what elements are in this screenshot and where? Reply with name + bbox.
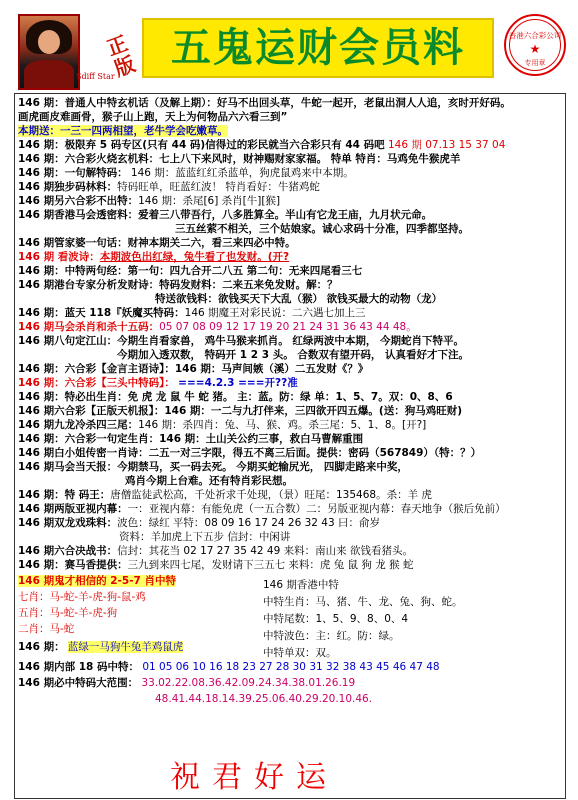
seal-star-icon: ★ xyxy=(529,42,541,56)
line-23: 146 期六合彩【正版天机报】：146 期：一二与九打伴来，三四欲开四五爆。(送：狗马鸡旺财) xyxy=(18,405,462,417)
line-28: 鸡肖今期上台难。还有特肖彩民想。 xyxy=(125,475,293,487)
line-9: 146 期香港马会透密料：爱着三八带吾行，八多胜算全。半山有它龙王庙，九月状元命。 xyxy=(18,209,433,221)
line-20: 146 期：六合彩【金言主语诗】：146 期：马声间嫉（溪）二五发财《？》 xyxy=(18,363,369,375)
line-33: 146 期六合决战书：信封：其花当 02 17 27 35 42 49 来料：南山来 欲钱看猪头。 xyxy=(18,545,413,557)
line-35-right: 146 期香港中特 xyxy=(263,579,339,591)
line-19: 今期加入透双数， 特码开 1 2 3 头。 合数双有望开码， 认真看好才下注。 xyxy=(117,349,470,361)
line-39-right: 中特单双：双。 xyxy=(263,647,337,659)
line-36: 七肖：马-蛇-羊-虎-狗-鼠-鸡 xyxy=(18,591,146,603)
line-29: 146 期：特 码王：唐僧监徒武松高，千处祈求千处现，（景）旺尾：135468。杀：羊 虎 xyxy=(18,489,432,501)
line-32: 资料：羊加虎上下五步 信封：中闲讲 xyxy=(119,531,291,543)
line-21: 146 期：六合彩【三头中特码】： ===4.2.3 ===开??准 xyxy=(18,377,298,389)
line-30: 146 期两版亚视内幕：一：亚视内幕：有能免虎（一五合数）二：另版亚视内幕：春天地争（猴后免前） xyxy=(18,503,506,515)
line-4: 146 期：极限弃 5 码专区(只有 44 码)信得过的彩民就当六合彩只有 44 码吧 146 期 07.13 15 37 04 xyxy=(18,139,506,151)
header xyxy=(0,0,578,93)
line-7: 146 期独步码林料：特码旺单，旺蓝红波！ 特肖看好：牛猪鸡蛇 xyxy=(18,181,320,193)
line-10: 三五丝萦不相关，三个姑娘家。诚心求码十分准，四季都坚持。 xyxy=(175,223,469,235)
content-box xyxy=(14,93,566,799)
line-37-right: 中特尾数：1、5、9、8、0、4 xyxy=(263,613,409,625)
line-41: 146 期必中特码大范围： 33.02.22.08.36.42.09.24.34.38.01.26.19 xyxy=(18,677,356,689)
line-25: 146 期：六合彩一句定生肖：146 期：土山关公约三事，救白马曹解重围 xyxy=(18,433,364,445)
line-17: 146 期马会杀肖和杀十五码：05 07 08 09 12 17 19 20 21 24 31 36 43 44 48。 xyxy=(18,321,417,333)
good-luck-wish: 祝君好运 xyxy=(170,760,338,795)
line-26: 146 期白小姐传密一肖诗：二五一对三字限，得五不离三后面。提供：密码（567849）（特：？） xyxy=(18,447,482,459)
line-6: 146 期：一句解特码： 146 期：蓝蓝红红杀蓝单，狗虎鼠鸡来中本期。 xyxy=(18,167,354,179)
line-42: 48.41.44.18.14.39.25.06.40.29.20.10.46. xyxy=(155,693,373,705)
page-title: 五鬼运财会员料 xyxy=(142,18,494,78)
line-38-right: 中特波色：主：红。防：绿。 xyxy=(263,630,400,642)
line-40: 146 期内部 18 码中特： 01 05 06 10 16 18 23 27 28 30 31 32 38 43 45 46 47 48 xyxy=(18,661,440,673)
line-2: 画虎画皮难画骨，猴子山上跑，天上为何物品六六看三到” xyxy=(18,111,288,123)
line-38: 二肖：马-蛇 xyxy=(18,623,75,635)
seal-top-text: 香港六合彩公司 xyxy=(508,31,562,40)
line-15: 特送欲钱料：欲钱买天下大乱（猴） 欲钱买最大的动物（龙） xyxy=(155,293,443,305)
line-5: 146 期：六合彩火烧玄机料：七上八下来风时，财神赐财家家福。 特单 特肖：马鸡免牛猴虎羊 xyxy=(18,153,461,165)
line-27: 146 期马会当天报：今期禁马，买一码去死。 今期买蛇输尻光， 四脚走路来中奖， xyxy=(18,461,408,473)
zhengban-label: 正版 xyxy=(103,30,139,82)
line-36-right: 中特生肖：马、猪、牛、龙、兔、狗、蛇。 xyxy=(263,596,463,608)
line-14: 146 期港台专家分析发财诗：特码发财料：二来五来免发财。解：？ xyxy=(18,279,338,291)
line-18: 146 期八句定江山：今期生肖看家兽， 鸡牛马猴来抓肖。 红绿两波中本期， 今期蛇肖下特平。 xyxy=(18,335,465,347)
line-35: 146 期鬼才相信的 2-5-7 肖中特 xyxy=(18,575,177,587)
seal-stamp xyxy=(504,14,566,76)
line-39: 146 期： 蓝绿一马狗牛兔羊鸡鼠虎 xyxy=(18,641,184,653)
line-37: 五肖：马-蛇-羊-虎-狗 xyxy=(18,607,118,619)
line-34: 146 期：赛马香提供：三九到来四七尾，发财请下三五七 来料：虎 兔 鼠 狗 龙 猴 蛇 xyxy=(18,559,414,571)
line-24: 146 期九龙冷杀四三尾：146 期：杀四肖：兔、马、猴、鸡。杀三尾：5、1、8。[开?] xyxy=(18,419,427,431)
line-16: 146 期：蓝天 118『妖魔买特码：146 期魔王对彩民说：二六遇七加上三 xyxy=(18,307,366,319)
photo-caption: Sdiff Star xyxy=(76,72,115,81)
seal-bottom-text: 专用章 xyxy=(524,59,546,67)
line-31: 146 期双龙戏珠料：波色：绿红 平特：08 09 16 17 24 26 32 43 曰：俞岁 xyxy=(18,517,381,529)
line-8: 146 期另六合彩不出特：146 期：杀尾[6] 杀肖[牛][猴] xyxy=(18,195,281,207)
line-3: 本期送：一三一四两相望，老牛学会吃嫩草。 xyxy=(18,125,228,137)
line-1: 146 期：普通人中特玄机话（及解上期）：好马不出回头草，牛蛇一起开，老鼠出洞人人追，亥时开好码。 xyxy=(18,97,511,109)
line-11: 146 期管家婆一句话：财神本期关二六，看三来四必中特。 xyxy=(18,237,296,249)
line-12: 146 期 看波诗：本期波色出红绿，兔牛看了也发财。(开? xyxy=(18,251,290,263)
line-22: 146 期：特必出生肖：免 虎 龙 鼠 牛 蛇 猪。 主：蓝。防：绿 单：1、5、7。双：0、8、6 xyxy=(18,391,453,403)
line-13: 146 期：中特两句经：第一句：四九合开二八五 第二句：无来四尾看三七 xyxy=(18,265,363,277)
portrait-photo xyxy=(18,14,80,90)
